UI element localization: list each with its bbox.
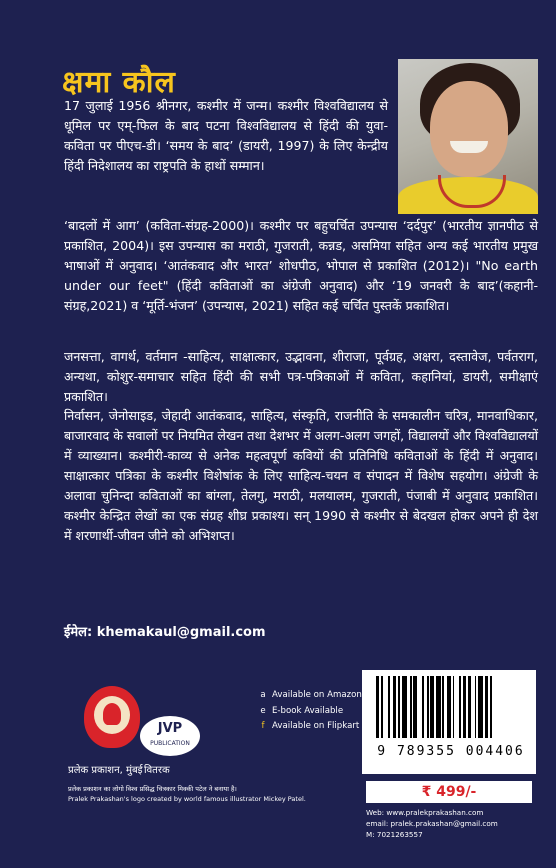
publisher-mobile: M: 7021263557 bbox=[366, 830, 423, 839]
author-photo bbox=[398, 59, 538, 214]
logo-credit-english: Pralek Prakashan's logo created by world famous illustrator Mickey Patel. bbox=[68, 795, 306, 803]
barcode-bars bbox=[376, 676, 526, 738]
author-name: क्षमा कौल bbox=[62, 65, 176, 100]
distributor-label: वितरक bbox=[144, 765, 170, 776]
bio-paragraph-2: ‘बादलों में आग’ (कविता-संग्रह-2000)। कश्मीर पर बहुचर्चित उपन्यास ‘दर्दपुर’ (भारतीय ज्ञानपीठ से प्रकाशित, 2004)। इस उपन्यास का मराठी, गुजराती, कन्नड, असमिया सहित अन्य कई भारतीय प्रमुख भाषाओं में अनुवाद। ‘आतंकवाद और भारत’ शोधपीठ, भोपाल से प्रकाशित (2012)। "No earth under our feet" (हिंदी कविताओं का अंग्रेजी अनुवाद) और ‘19 जनवरी के बाद’(कहानी-संग्रह,2021) व ‘मूर्ति-भंजन’ (उपन्यास, 2021) सहित कई चर्चित पुस्तकें प्रकाशित। bbox=[64, 218, 538, 313]
availability-flipkart bbox=[258, 721, 359, 731]
jvp-publication-logo bbox=[140, 716, 200, 756]
bio-paragraph-3: जनसत्ता, वागर्थ, वर्तमान -साहित्य, साक्षात्कार, उद्भावना, शीराजा, पूर्वग्रह, अक्षरा, दस्तावेज, पर्वतराग, अन्यथा, कोशुर-समाचार सहित हिंदी की सभी पत्र-पत्रिकाओं में कविता, कहानियां, डायरी, समीक्षाएं प्रकाशित। bbox=[64, 349, 538, 404]
isbn-barcode bbox=[362, 670, 536, 774]
publisher-website[interactable]: Web: www.pralekprakashan.com bbox=[366, 808, 484, 817]
logo-credit-hindi: प्रलेक प्रकाशन का लोगो विश्व प्रसिद्ध चित्रकार मिक्की पटेल ने बनाया है। bbox=[68, 785, 237, 793]
ebook-icon: e bbox=[260, 706, 266, 716]
amazon-icon: a bbox=[260, 690, 266, 700]
bio-paragraph-4: निर्वासन, जेनोसाइड, जेहादी आतंकवाद, साहित्य, संस्कृति, राजनीति के समकालीन चरित्र, मानवाधिकार, बाजारवाद के सवालों पर नियमित लेखन तथा देशभर में अलग-अलग जगहों, विद्यालयों और विश्वविद्यालयों में व्याख्यान। कश्मीरी-काव्य से अनेक महत्वपूर्ण कवियों की प्रतिनिधि कविताओं के हिंदी में अनुवाद। साक्षात्कार पत्रिका के कश्मीर विशेषांक के लिए साहित्य-चयन व संपादन में विशेष सहयोग। अंग्रेजी के अलावा चुनिन्दा कविताओं का बांग्ला, तेलगु, मराठी, मलयालम, गुजराती, पंजाबी में अनुवाद प्रकाशित। कश्मीर केन्द्रित लेखों का एक संग्रह शीघ्र प्रकाश्य। सन् 1990 से कश्मीर से बेदखल होकर अपने ही देश में शरणार्थी-जीवन जीने को अभिशप्त। bbox=[64, 408, 538, 543]
author-email[interactable]: ईमेल: khemakaul@gmail.com bbox=[64, 625, 266, 640]
availability-label: Available on Flipkart bbox=[272, 721, 360, 731]
jvp-logo-text: JVP bbox=[157, 721, 183, 736]
publisher-label: प्रलेक प्रकाशन, मुंबई bbox=[68, 765, 143, 776]
availability-amazon bbox=[258, 690, 362, 700]
availability-label: Available on Amazon bbox=[272, 690, 362, 700]
pralek-logo bbox=[84, 686, 140, 748]
jvp-logo-subtext: PUBLICATION bbox=[150, 740, 190, 747]
bio-paragraph-1: 17 जुलाई 1956 श्रीनगर, कश्मीर में जन्म। कश्मीर विश्वविद्यालय से धूमिल पर एम्-फिल के बाद पटना विश्वविद्यालय से हिंदी की युवा-कविता पर पीएच-डी। ‘समय के बाद’ (डायरी, 1997) के लिए केन्द्रीय हिंदी निदेशालय का राष्ट्रपति के हाथों सम्मान। bbox=[64, 98, 388, 173]
flipkart-icon: f bbox=[261, 721, 265, 731]
isbn-number: 9 789355 004406 bbox=[377, 744, 525, 759]
publisher-email[interactable]: email: pralek.prakashan@gmail.com bbox=[366, 819, 498, 828]
availability-label: E-book Available bbox=[272, 706, 344, 716]
price-tag: ₹ 499/- bbox=[366, 781, 532, 803]
availability-ebook bbox=[258, 706, 343, 716]
